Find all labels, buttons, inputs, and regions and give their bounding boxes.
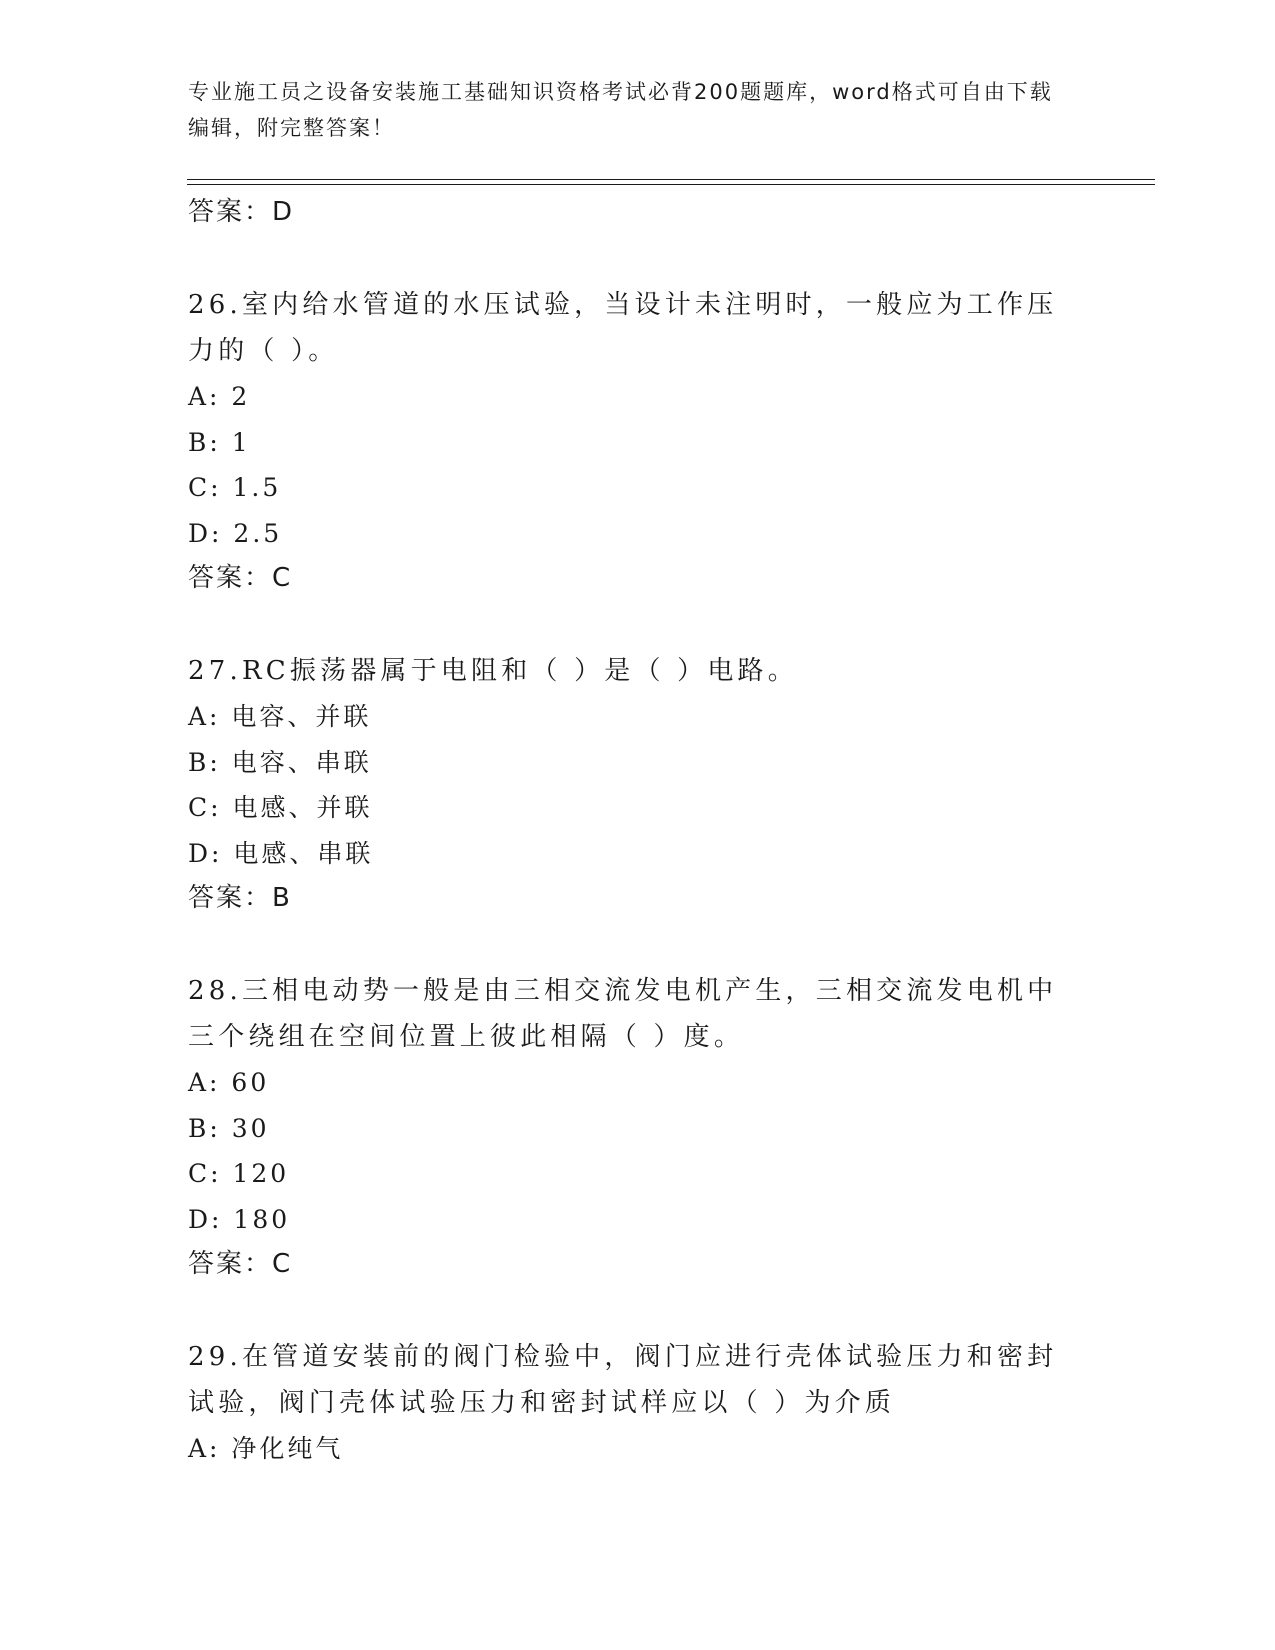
option-d: D: 180 bbox=[188, 1204, 291, 1234]
answer-label: 答案： bbox=[188, 883, 273, 913]
question-text: 28.三相电动势一般是由三相交流发电机产生，三相交流发电机中三个绕组在空间位置上彼此相隔（ ）度。 bbox=[188, 976, 1058, 1052]
question-text: 26.室内给水管道的水压试验，当设计未注明时，一般应为工作压力的（ ）。 bbox=[188, 290, 1058, 366]
document-title: 专业施工员之设备安装施工基础知识资格考试必背200题题库，word格式可自由下载编辑，附完整答案！ bbox=[188, 80, 1053, 140]
option-a: A: 2 bbox=[188, 382, 251, 411]
header-divider-bottom bbox=[187, 184, 1155, 185]
answer-label: 答案： bbox=[188, 1249, 273, 1279]
header-divider-top bbox=[187, 179, 1155, 180]
answer-label: 答案： bbox=[188, 563, 273, 593]
question-text: 29.在管道安装前的阀门检验中，阀门应进行壳体试验压力和密封试验，阀门壳体试验压力和密封试样应以（ ）为介质 bbox=[188, 1342, 1058, 1418]
question-27 bbox=[188, 648, 1088, 920]
question-29 bbox=[188, 1334, 1088, 1472]
option-a: A: 60 bbox=[188, 1068, 270, 1097]
answer-value: D bbox=[272, 197, 295, 227]
option-b: B: 30 bbox=[188, 1113, 270, 1143]
answer-value: B bbox=[272, 883, 292, 913]
option-d: D: 电感、串联 bbox=[188, 838, 374, 868]
option-b: B: 电容、串联 bbox=[188, 747, 372, 777]
question-text: 27.RC振荡器属于电阻和（ ）是（ ）电路。 bbox=[188, 656, 798, 686]
question-list bbox=[188, 190, 1088, 1472]
option-a: A: 电容、并联 bbox=[188, 702, 372, 731]
question-26 bbox=[188, 282, 1088, 600]
answer-line bbox=[188, 190, 1088, 234]
answer-line bbox=[188, 1242, 1088, 1286]
option-a: A: 净化纯气 bbox=[188, 1434, 344, 1463]
option-c: C: 120 bbox=[188, 1159, 290, 1188]
option-c: C: 电感、并联 bbox=[188, 793, 373, 822]
answer-value: C bbox=[272, 563, 293, 593]
answer-line bbox=[188, 556, 1088, 600]
option-d: D: 2.5 bbox=[188, 518, 283, 548]
question-28 bbox=[188, 968, 1088, 1286]
answer-value: C bbox=[272, 1249, 293, 1279]
option-c: C: 1.5 bbox=[188, 473, 282, 502]
answer-line bbox=[188, 876, 1088, 920]
answer-label: 答案： bbox=[188, 197, 273, 227]
page-header bbox=[188, 74, 1068, 146]
option-b: B: 1 bbox=[188, 427, 251, 457]
